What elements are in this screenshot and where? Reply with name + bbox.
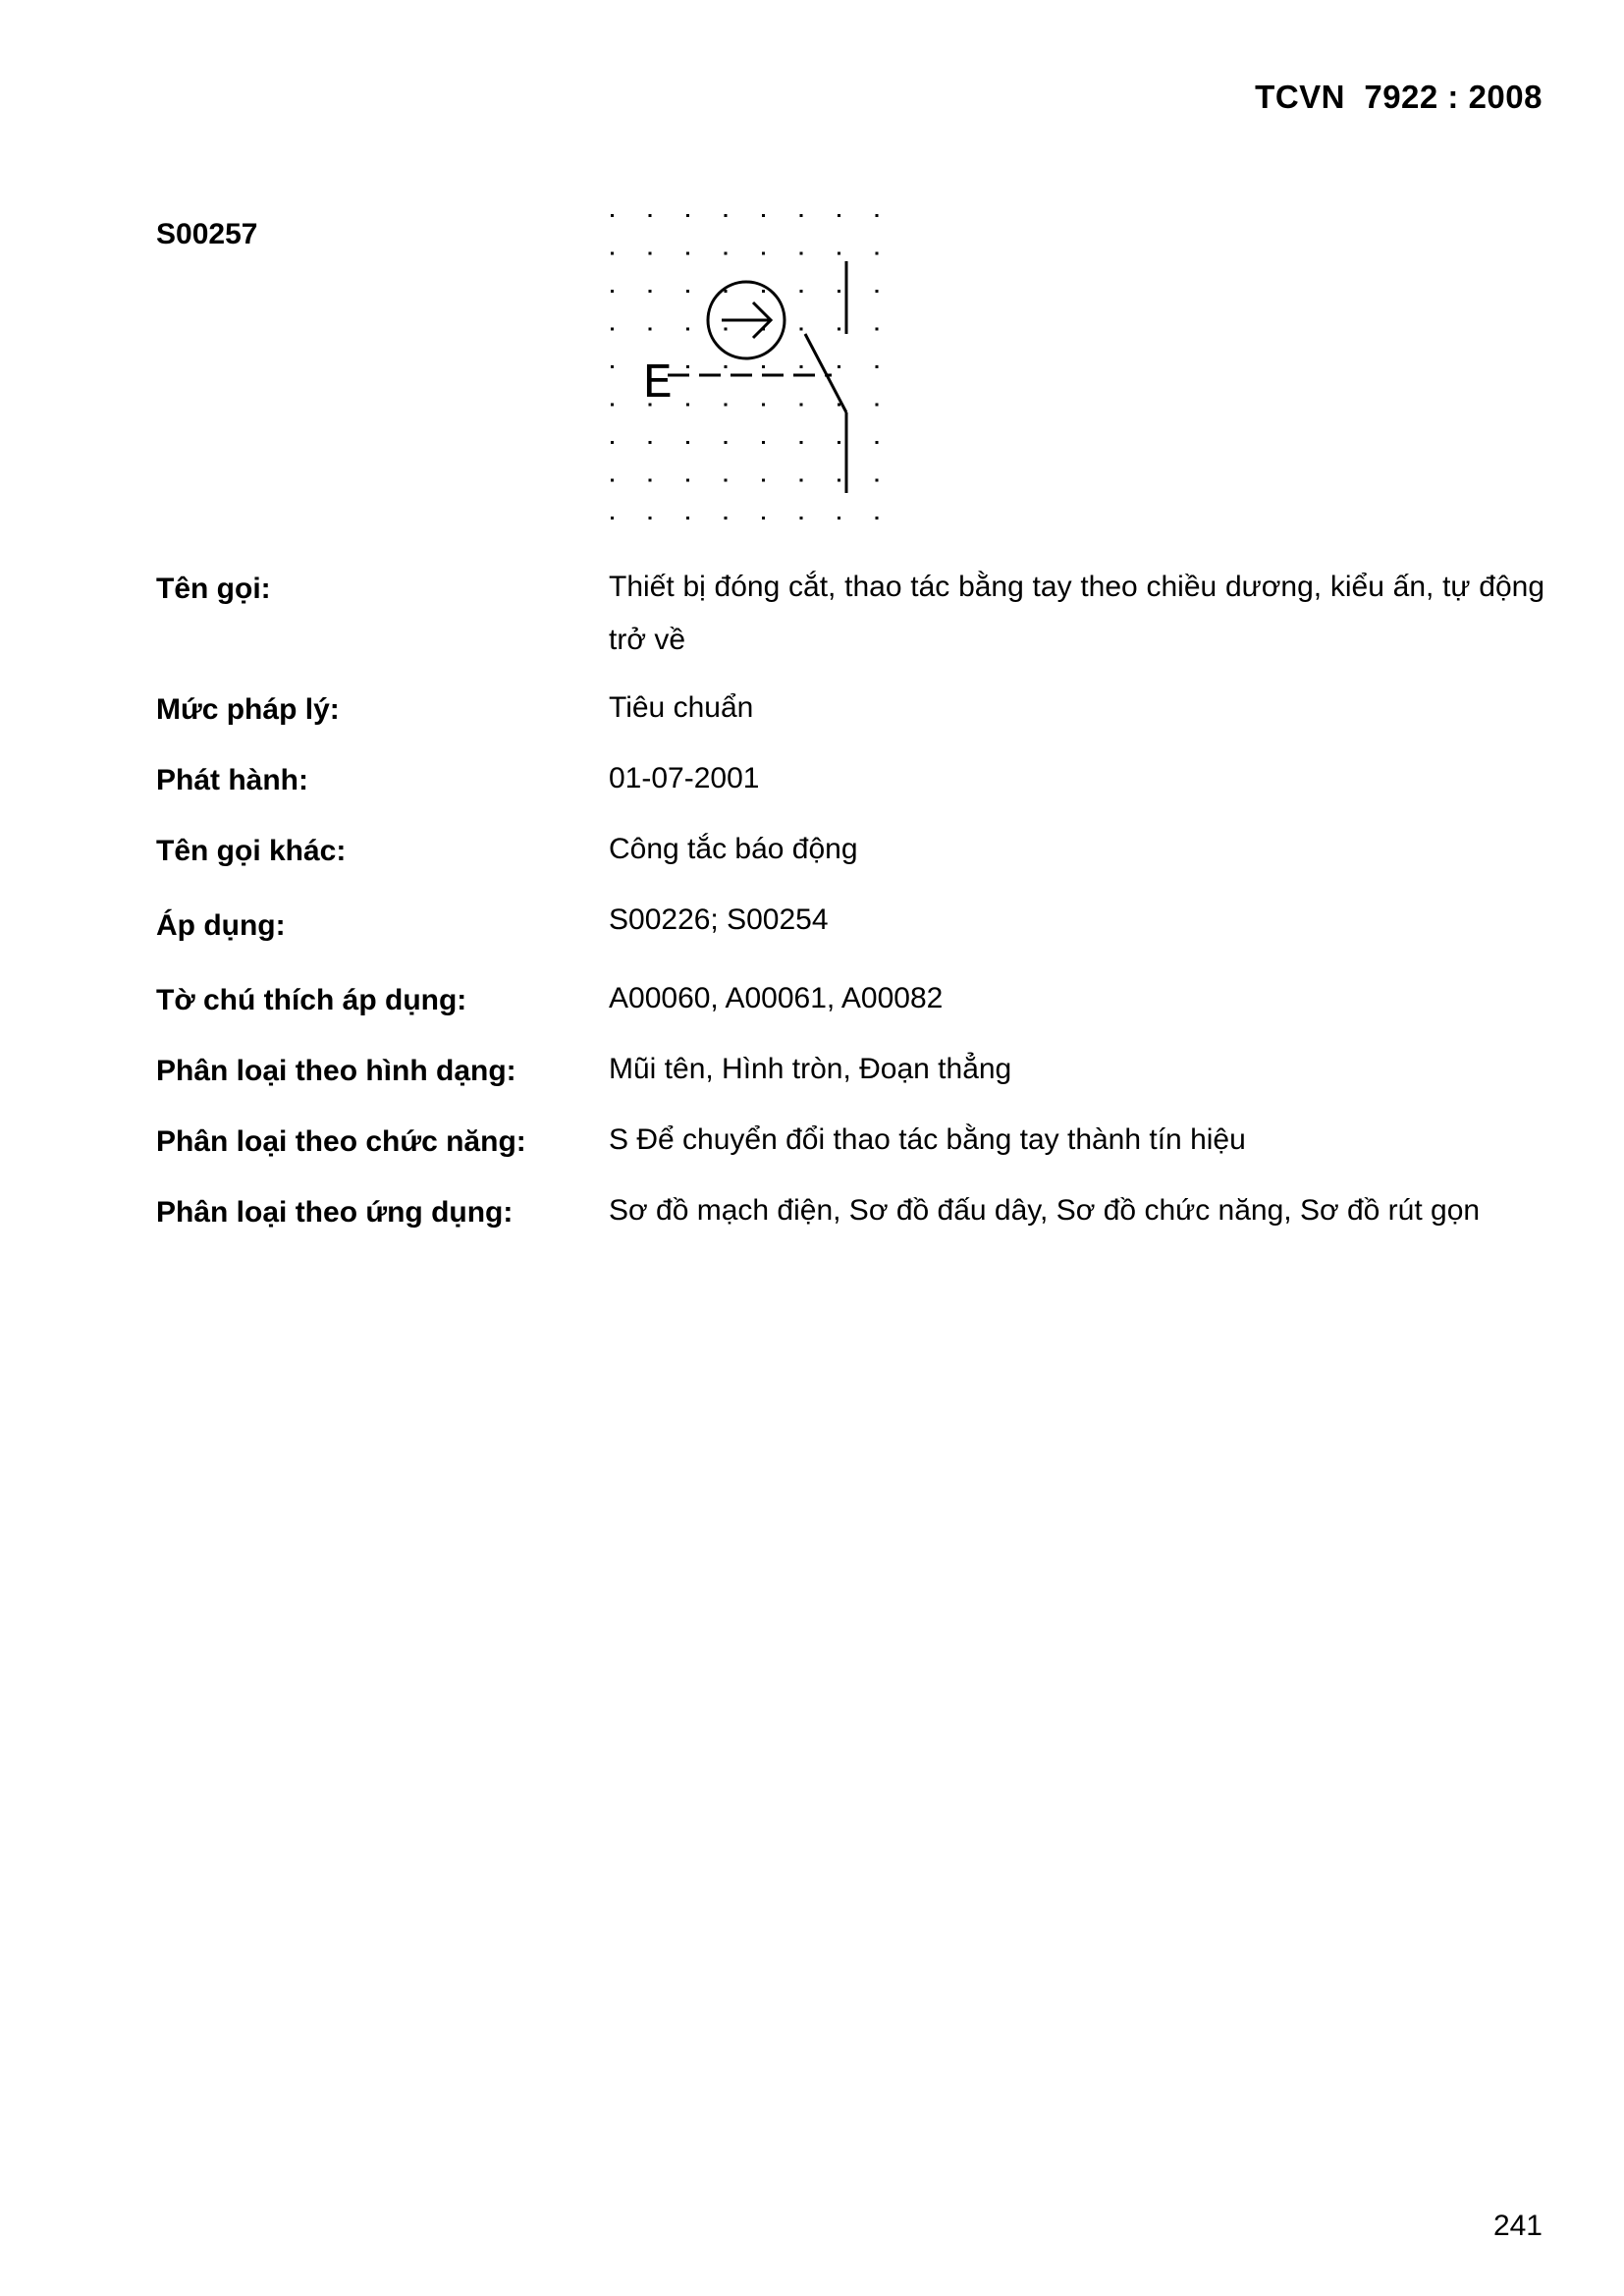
field-label-issued: Phát hành:: [156, 764, 308, 796]
grid-dot: [762, 517, 765, 519]
grid-dot: [649, 290, 652, 293]
grid-dot: [876, 517, 879, 519]
field-value-shape-class: Mũi tên, Hình tròn, Đoạn thẳng: [609, 1053, 1012, 1085]
grid-dot: [838, 517, 840, 519]
grid-dot: [838, 252, 840, 255]
grid-dot: [838, 479, 840, 482]
grid-dot: [876, 441, 879, 444]
grid-dot: [762, 479, 765, 482]
grid-dot: [611, 365, 614, 368]
grid-dot: [611, 252, 614, 255]
grid-dot: [725, 517, 728, 519]
grid-dot: [686, 290, 689, 293]
field-label-function-class: Phân loại theo chức năng:: [156, 1125, 526, 1158]
field-value-applies: S00226; S00254: [609, 903, 829, 936]
grid-dot: [649, 441, 652, 444]
grid-dot: [876, 365, 879, 368]
field-label-other-name: Tên gọi khác:: [156, 835, 347, 867]
grid-dot: [611, 328, 614, 331]
grid-dot: [762, 441, 765, 444]
grid-dot: [762, 365, 765, 368]
push-button-switch-symbol-icon: [604, 206, 898, 540]
grid-dot: [611, 441, 614, 444]
grid-dot: [725, 328, 728, 331]
grid-dot: [649, 214, 652, 217]
grid-dot: [800, 517, 803, 519]
grid-dot: [686, 328, 689, 331]
grid-dot: [611, 517, 614, 519]
grid-dot: [686, 404, 689, 407]
grid-dot: [611, 290, 614, 293]
grid-dot: [838, 404, 840, 407]
grid-dot: [686, 517, 689, 519]
grid-dot: [876, 404, 879, 407]
grid-dot: [800, 441, 803, 444]
grid-dot: [686, 214, 689, 217]
grid-dot: [725, 404, 728, 407]
document-header: TCVN 7922 : 2008: [1255, 79, 1543, 115]
field-value-annotation-sheets: A00060, A00061, A00082: [609, 982, 944, 1014]
grid-dot: [649, 328, 652, 331]
grid-dot: [611, 214, 614, 217]
grid-dot: [800, 252, 803, 255]
grid-dot: [725, 252, 728, 255]
grid-dot: [762, 214, 765, 217]
grid-dot: [838, 214, 840, 217]
grid-dot: [762, 404, 765, 407]
grid-dot: [838, 441, 840, 444]
grid-dot: [876, 479, 879, 482]
symbol-code: S00257: [156, 218, 258, 250]
grid-dot: [649, 479, 652, 482]
grid-dot: [800, 290, 803, 293]
field-value-application-class: Sơ đồ mạch điện, Sơ đồ đấu dây, Sơ đồ chức năng, Sơ đồ rút gọn: [609, 1194, 1481, 1227]
grid-dot: [800, 214, 803, 217]
grid-dot: [800, 479, 803, 482]
grid-dot: [800, 328, 803, 331]
field-label-application-class: Phân loại theo ứng dụng:: [156, 1196, 514, 1229]
grid-dot: [838, 290, 840, 293]
field-label-annotation-sheets: Tờ chú thích áp dụng:: [156, 984, 467, 1016]
grid-dot: [686, 252, 689, 255]
grid-dot: [649, 517, 652, 519]
grid-dot: [800, 404, 803, 407]
field-value-other-name: Công tắc báo động: [609, 833, 858, 865]
symbol-letter: E: [643, 356, 674, 412]
grid-dot: [838, 365, 840, 368]
grid-dot: [725, 365, 728, 368]
grid-dot: [725, 479, 728, 482]
grid-dot: [876, 214, 879, 217]
field-label-name: Tên gọi:: [156, 573, 271, 605]
grid-dot: [686, 365, 689, 368]
grid-dot: [725, 441, 728, 444]
page-number: 241: [1492, 2210, 1543, 2242]
field-value-legal-level: Tiêu chuẩn: [609, 691, 754, 724]
grid-dot: [876, 252, 879, 255]
grid-dot: [762, 290, 765, 293]
grid-dot: [686, 479, 689, 482]
grid-dot: [649, 252, 652, 255]
grid-dot: [800, 365, 803, 368]
grid-dot: [838, 328, 840, 331]
field-label-shape-class: Phân loại theo hình dạng:: [156, 1055, 516, 1087]
grid-dot: [686, 441, 689, 444]
grid-dot: [876, 290, 879, 293]
grid-dot: [725, 214, 728, 217]
grid-dot: [876, 328, 879, 331]
grid-dot: [762, 252, 765, 255]
field-value-name: Thiết bị đóng cắt, thao tác bằng tay theo chiều dương, kiểu ấn, tự động trở về: [609, 571, 1544, 656]
contact-blade: [805, 334, 846, 412]
field-value-issued: 01-07-2001: [609, 762, 760, 794]
grid-dot: [611, 404, 614, 407]
field-label-applies: Áp dụng:: [156, 909, 286, 942]
field-label-legal-level: Mức pháp lý:: [156, 693, 340, 726]
grid-dot: [611, 479, 614, 482]
field-value-function-class: S Để chuyển đổi thao tác bằng tay thành tín hiệu: [609, 1123, 1246, 1156]
